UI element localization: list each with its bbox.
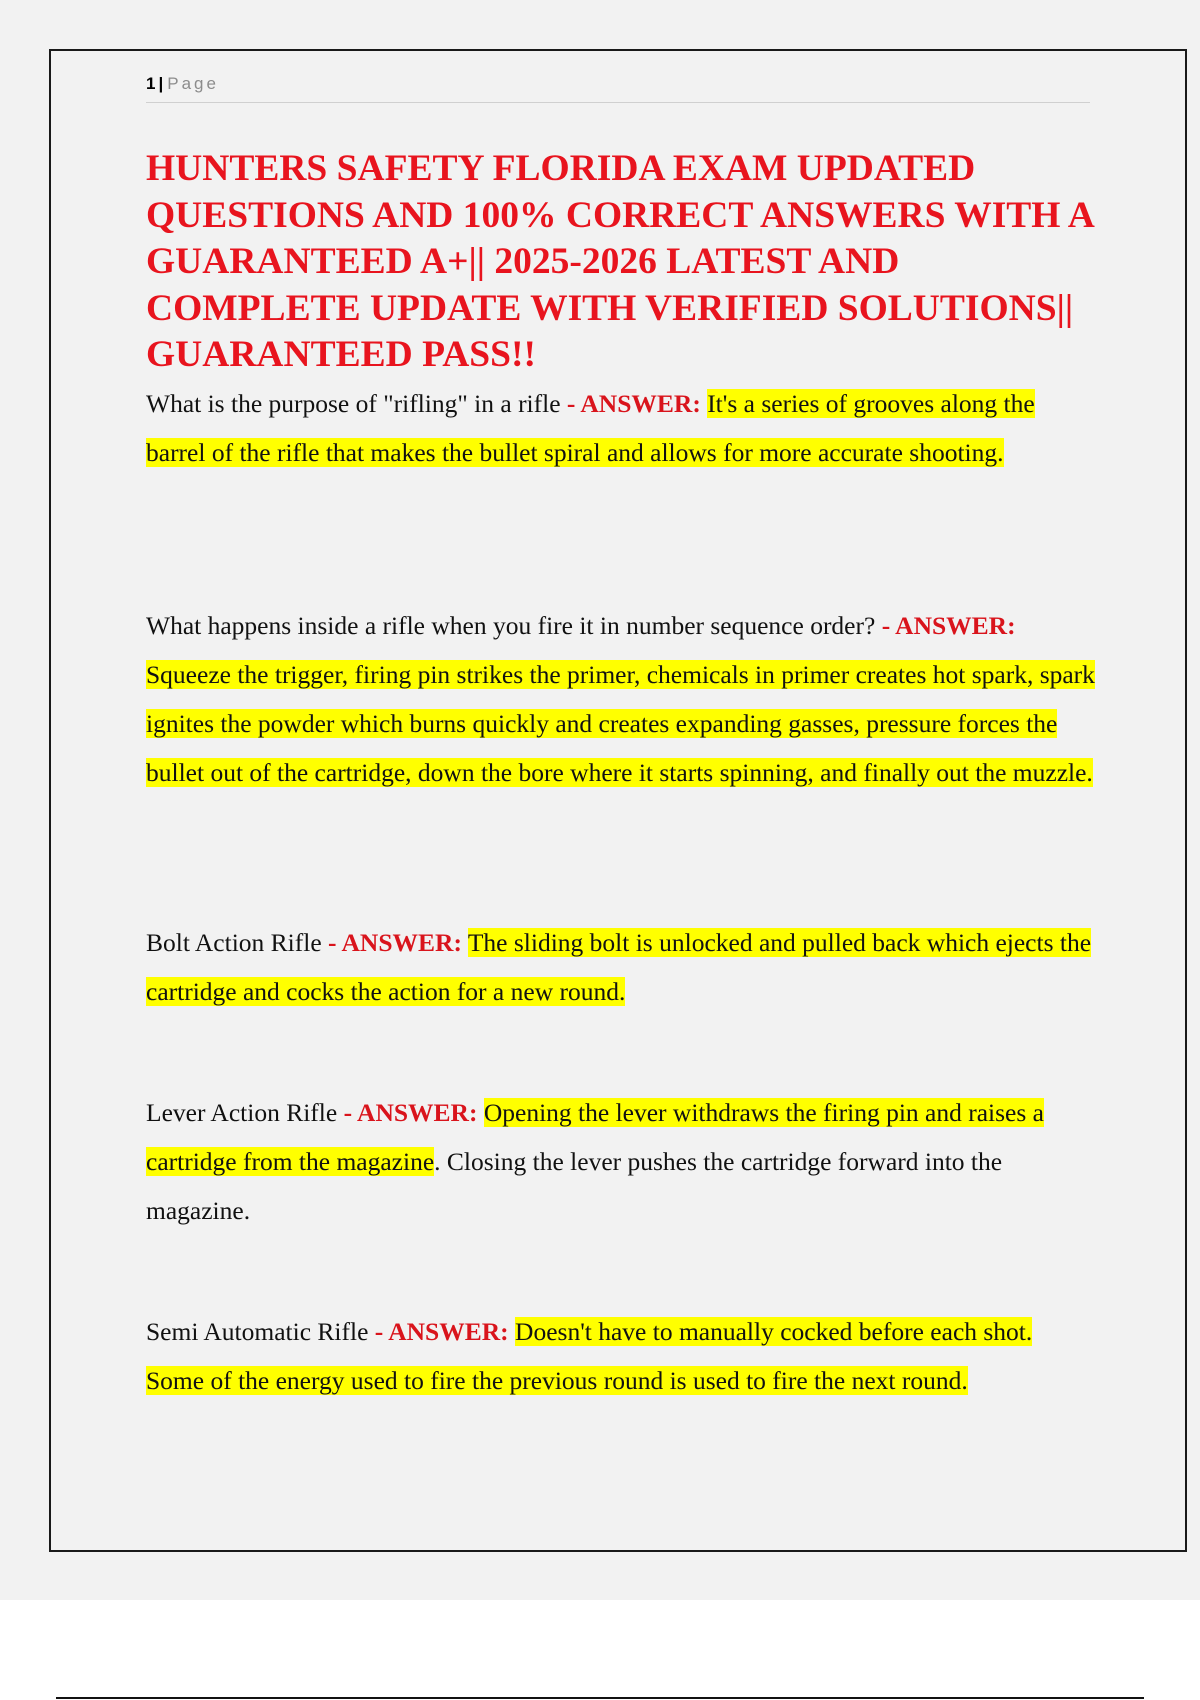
qa-item-firing-sequence [146, 601, 1096, 797]
qa-item-semi-automatic [146, 1307, 1096, 1405]
question-text: Semi Automatic Rifle [146, 1317, 369, 1346]
question-text: Bolt Action Rifle [146, 928, 322, 957]
answer-tag: - ANSWER: [875, 611, 1016, 640]
answer-highlighted: It's a series of grooves along the barrel of the rifle that makes the bullet spiral and allows for more accurate shooting. [146, 389, 1035, 467]
question-text: What is the purpose of "rifling" in a rifle [146, 389, 561, 418]
answer-tag: - ANSWER: [368, 1317, 509, 1346]
answer-plain: . Closing the lever pushes the cartridge forward into the magazine. [146, 1147, 1003, 1225]
question-text: Lever Action Rifle [146, 1098, 338, 1127]
answer-tag: - ANSWER: [560, 389, 701, 418]
qa-item-bolt-action [146, 918, 1096, 1016]
page-number: 1 [146, 74, 156, 93]
answer-highlighted: Opening the lever withdraws the firing pin and raises a cartridge from the magazine [146, 1098, 1044, 1176]
page-label: Page [167, 74, 219, 93]
answer-highlighted: The sliding bolt is unlocked and pulled back which ejects the cartridge and cocks the action for a new round. [146, 928, 1092, 1006]
page-separator: | [158, 74, 164, 93]
qa-item-lever-action [146, 1088, 1096, 1235]
answer-highlighted: Squeeze the trigger, firing pin strikes the primer, chemicals in primer creates hot spark, spark ignites the powder which burns quickly and creates expanding gasses, pressure forces the bullet out of the cartridge, down the bore where it starts spinning, and finally out the muzzle. [146, 660, 1095, 787]
qa-item-rifling [146, 379, 1096, 477]
question-text: What happens inside a rifle when you fire it in number sequence order? [146, 611, 876, 640]
next-page-top-rule [56, 1697, 1144, 1699]
document-title: HUNTERS SAFETY FLORIDA EXAM UPDATED QUESTIONS AND 100% CORRECT ANSWERS WITH A GUARANTEED A+|| 2025-2026 LATEST AND COMPLETE UPDATE WITH VERIFIED SOLUTIONS|| GUARANTEED PASS!! [146, 148, 1093, 375]
answer-highlighted: Doesn't have to manually cocked before each shot. Some of the energy used to fire the previous round is used to fire the next round. [146, 1317, 1033, 1395]
answer-tag: - ANSWER: [337, 1098, 478, 1127]
page-header [146, 70, 1090, 103]
answer-tag: - ANSWER: [321, 928, 462, 957]
